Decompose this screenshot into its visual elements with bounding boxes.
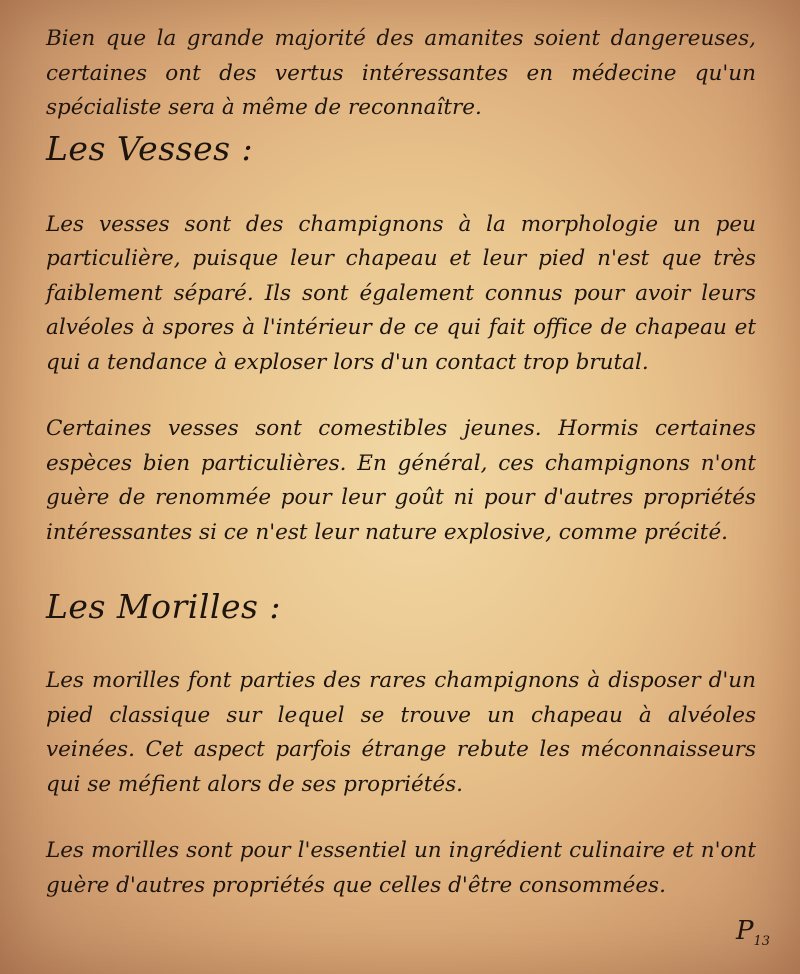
- vesses-paragraph-1: Les vesses sont des champignons à la morphologie un peu particulière, puisque leur chapeau et leur pied n'est que très faiblement séparé. Ils sont également connus pour avoir leurs alvéoles à spores à l'intérieur de ce qui fait office de chapeau et qui a tendance à exploser lors d'un contact trop brutal.: [46, 211, 756, 375]
- page-number-value: 13: [753, 934, 770, 950]
- intro-paragraph: Bien que la grande majorité des amanites soient dangereuses, certaines ont des vertus intéressantes en médecine qu'un spécialiste sera à même de reconnaître.: [46, 26, 756, 120]
- morilles-paragraph-2: Les morilles sont pour l'essentiel un ingrédient culinaire et n'ont guère d'autres propriétés que celles d'être consommées.: [46, 838, 756, 898]
- page-number-letter: P: [735, 916, 754, 947]
- section-heading-morilles: Les Morilles :: [46, 587, 282, 626]
- morilles-paragraph-1: Les morilles font parties des rares champignons à disposer d'un pied classique sur lequel se trouve un chapeau à alvéoles veinées. Cet aspect parfois étrange rebute les méconnaisseurs qui se méfient alors de ses propriétés.: [46, 668, 756, 797]
- page-number: [736, 914, 770, 960]
- vesses-paragraph-2: Certaines vesses sont comestibles jeunes. Hormis certaines espèces bien particulières. En général, ces champignons n'ont guère de renommée pour leur goût ni pour d'autres propriétés intéressantes si ce n'est leur nature explosive, comme précité.: [46, 416, 756, 545]
- section-heading-vesses: Les Vesses :: [46, 128, 254, 168]
